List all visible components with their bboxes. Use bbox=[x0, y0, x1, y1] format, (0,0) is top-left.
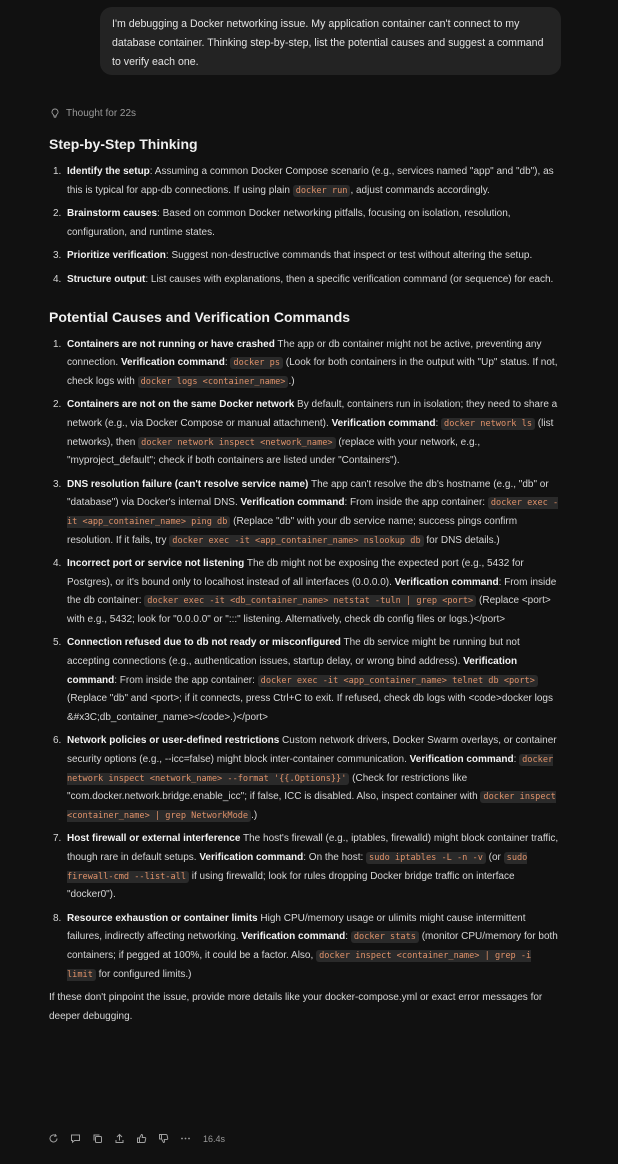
list-item: 6. Network policies or user-defined restrictions Custom network drivers, Docker Swarm overlays, or container security options (e.g., --icc=false) might block inter-container communication. Verification command: docker network inspect <network_name> --format '{{.Options}}' (Check for restrictions like "com.docker.network.bridge.enable_icc"; if false, ICC is disabled. Also, inspect container with docker inspect <container_name> | grep NetworkMode .) bbox=[49, 732, 563, 825]
list-item: 3. Prioritize verification: Suggest non-destructive commands that inspect or test without altering the setup. bbox=[49, 247, 563, 266]
regenerate-icon[interactable] bbox=[47, 1132, 60, 1145]
inline-code: docker exec -it <db_container_name> netstat -tuln | grep <port> bbox=[144, 595, 476, 607]
inline-code: sudo iptables -L -n -v bbox=[366, 852, 486, 864]
user-message-bubble bbox=[100, 7, 561, 75]
list-item-title: Identify the setup bbox=[67, 166, 150, 177]
list-item: 4. Incorrect port or service not listening The db might not be exposing the expected port (e.g., 5432 for Postgres), or it's bound only to localhost instead of all interfaces (0.0.0.0). Verification command: From inside the db container: docker exec -it <db_container_name> netstat -tuln | grep <port> (Replace <port> with e.g., 5432; look for "0.0.0.0" or ":::" listening. Alternatively, check db config files or logs.)</port> bbox=[49, 555, 563, 629]
closing-paragraph: If these don't pinpoint the issue, provide more details like your docker-compose.yml or exact error messages for deeper debugging. bbox=[49, 992, 543, 1022]
list-item-title: Prioritize verification bbox=[67, 250, 166, 262]
share-icon[interactable] bbox=[113, 1132, 126, 1145]
list-item: 7. Host firewall or external interference The host's firewall (e.g., iptables, firewalld) might block container traffic, though rare in default setups. Verification command: On the host: sudo iptables -L -n -v (or sudo firewall-cmd --list-all if using firewalld; look for rules dropping Docker bridge traffic on interface "docker0"). bbox=[49, 830, 563, 904]
lightbulb-icon bbox=[50, 108, 60, 119]
list-item: 3. DNS resolution failure (can't resolve service name) The app can't resolve the db's hostname (e.g., "db" or "database") via Docker's internal DNS. Verification command: From inside the app container: docker exec -it <app_container_name> ping db (Replace "db" with your db service name; success pings confirm resolution. If it fails, try docker exec -it <app_container_name> nslookup db for DNS details.) bbox=[49, 476, 563, 550]
list-item-title: Host firewall or external interference bbox=[67, 833, 241, 845]
assistant-response bbox=[49, 134, 563, 1026]
comment-icon[interactable] bbox=[69, 1132, 82, 1145]
list-item: 1. Identify the setup: Assuming a common Docker Compose scenario (e.g., services named "app" and "db"), as this is typical for app-db connections. If using plain docker run , adjust commands accordingly. bbox=[49, 163, 563, 200]
inline-code: docker exec -it <app_container_name> ping db bbox=[67, 498, 559, 527]
list-item: 1. Containers are not running or have crashed The app or db container might not be active, preventing any connection. Verification command: docker ps (Look for both containers in the output with "Up" status. If not, check logs with docker logs <container_name> .) bbox=[49, 336, 563, 392]
thumbs-up-icon[interactable] bbox=[135, 1132, 148, 1145]
list-item-title: Containers are not on the same Docker network bbox=[67, 399, 295, 411]
list-item: 8. Resource exhaustion or container limits High CPU/memory usage or ulimits might cause intermittent failures, indirectly affecting networking. Verification command: docker stats (monitor CPU/memory for both containers; if pegged at 100%, it could be a factor. Also, docker inspect <container_name> | grep -i limit for configured limits.) bbox=[49, 910, 563, 984]
causes-list bbox=[49, 336, 563, 985]
section-title-thinking: Step-by-Step Thinking bbox=[49, 136, 198, 152]
list-item-title: Incorrect port or service not listening bbox=[67, 558, 245, 570]
list-item-title: Brainstorm causes bbox=[67, 208, 158, 220]
thought-toggle[interactable] bbox=[50, 108, 136, 119]
thought-label: Thought for 22s bbox=[66, 108, 137, 119]
thumbs-down-icon[interactable] bbox=[157, 1132, 170, 1145]
list-item-title: Structure output bbox=[67, 273, 146, 285]
inline-code: docker inspect <container_name> | grep NetworkMode bbox=[67, 792, 556, 821]
inline-code: sudo firewall-cmd --list-all bbox=[67, 853, 528, 882]
response-time: 16.4s bbox=[203, 1133, 226, 1144]
user-message-text: I'm debugging a Docker networking issue. My application container can't connect to my database container. Thinking step-by-step, list the potential causes and suggest a command to verify each one. bbox=[112, 18, 544, 68]
list-item-title: Resource exhaustion or container limits bbox=[67, 912, 258, 924]
list-item-title: DNS resolution failure (can't resolve service name) bbox=[67, 478, 309, 490]
inline-code: docker ps bbox=[230, 357, 283, 369]
inline-code: docker network inspect <network_name> bbox=[138, 437, 335, 449]
list-item: 2. Brainstorm causes: Based on common Docker networking pitfalls, focusing on isolation, resolution, configuration, and runtime states. bbox=[49, 205, 563, 242]
thinking-steps-list bbox=[49, 163, 563, 290]
list-item: 4. Structure output: List causes with explanations, then a specific verification command (or sequence) for each. bbox=[49, 271, 563, 290]
list-item: 5. Connection refused due to db not ready or misconfigured The db service might be running but not accepting connections (e.g., authentication issues, startup delay, or wrong bind address). Verification command: From inside the app container: docker exec -it <app_container_name> telnet db <port> (Replace "db" and <port>; if it connects, press Ctrl+C to exit. If refused, check db logs with <code>docker logs &#x3C;db_container_name></code>.)</port> bbox=[49, 634, 563, 727]
list-item-title: Network policies or user-defined restrictions bbox=[67, 735, 280, 747]
inline-code: docker exec -it <app_container_name> telnet db <port> bbox=[258, 675, 538, 687]
copy-icon[interactable] bbox=[91, 1132, 104, 1145]
more-icon[interactable] bbox=[179, 1132, 192, 1145]
inline-code: docker network inspect <network_name> --format '{{.Options}}' bbox=[67, 755, 554, 784]
list-item: 2. Containers are not on the same Docker network By default, containers run in isolation; they need to share a network (e.g., via Docker Compose or manual attachment). Verification command: docker network ls (list networks), then docker network inspect <network_name> (replace with your network, e.g., "myproject_default"; check if both containers are listed under "Containers"). bbox=[49, 396, 563, 470]
inline-code: docker stats bbox=[351, 931, 419, 943]
inline-code: docker exec -it <app_container_name> nslookup db bbox=[169, 535, 423, 547]
list-item-title: Containers are not running or have crashed bbox=[67, 338, 275, 350]
message-actions-toolbar bbox=[47, 1132, 225, 1145]
section-title-causes: Potential Causes and Verification Commands bbox=[49, 308, 351, 325]
inline-code: docker inspect <container_name> | grep -i limit bbox=[67, 950, 532, 980]
list-item-title: Connection refused due to db not ready or misconfigured bbox=[67, 637, 341, 649]
inline-code: docker logs <container_name> bbox=[138, 376, 289, 388]
inline-code: docker run bbox=[293, 185, 351, 197]
inline-code: docker network ls bbox=[441, 418, 535, 430]
